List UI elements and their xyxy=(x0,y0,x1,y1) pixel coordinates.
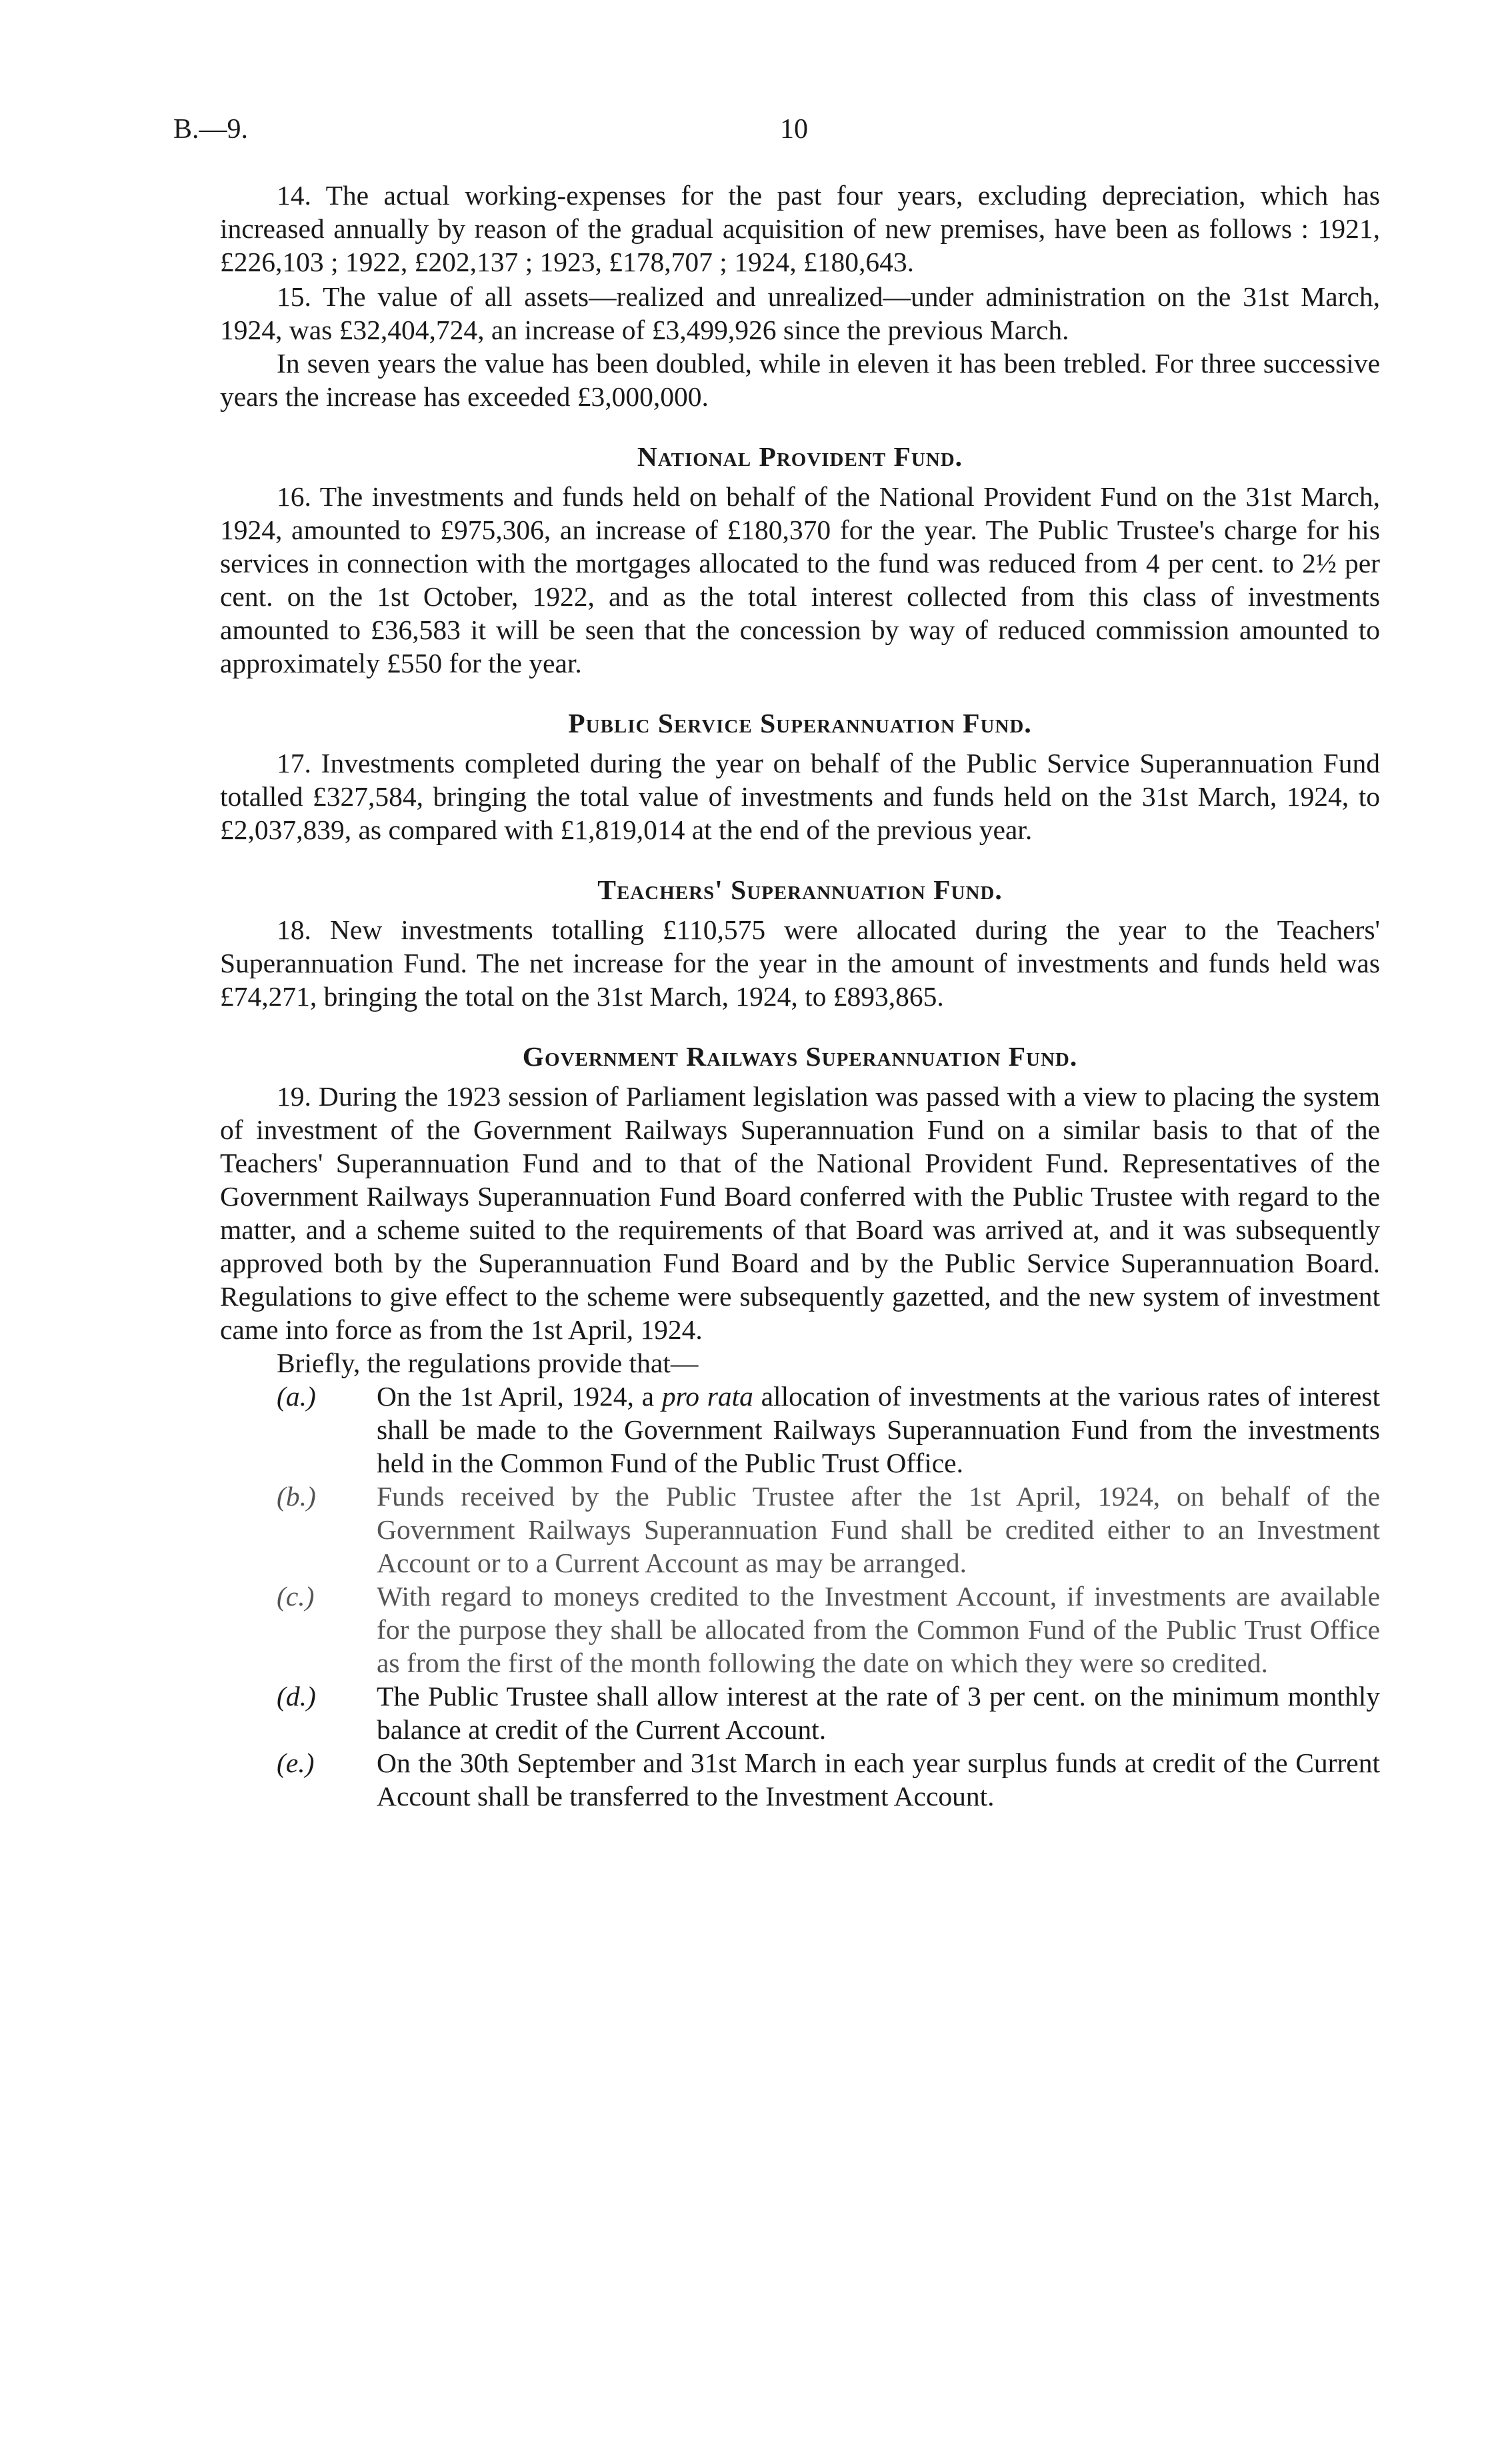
regulation-item-e xyxy=(220,1746,1380,1813)
paragraph-17: 17. Investments completed during the year on behalf of the Public Service Superannuation Fund totalled £327,584, bringing the total value of investments and funds held on the 31st March, 1924, to £2,037,839, as compared with £1,819,014 at the end of the previous year. xyxy=(220,748,1380,845)
regulation-item-d xyxy=(220,1680,1380,1746)
heading-teachers-superannuation-fund: Teachers' Superannuation Fund. xyxy=(597,874,1003,905)
regulation-text: On the 30th September and 31st March in each year surplus funds at credit of the Current Account shall be transferred to the Investment Account. xyxy=(377,1748,1380,1812)
regulation-text: With regard to moneys credited to the Investment Account, if investments are available for the purpose they shall be allocated from the Common Fund of the Public Trust Office as from the first of the month following the date on which they were so credited. xyxy=(377,1581,1380,1678)
paragraph-14: 14. The actual working-expenses for the past four years, excluding depreciation, which has increased annually by reason of the gradual acquisition of new premises, have been as follows : 1921, £226,103 ; 1922, £202,137 ; 1923, £178,707 ; 1924, £180,643. xyxy=(220,180,1380,277)
paragraph-19-intro: Briefly, the regulations provide that— xyxy=(277,1348,699,1378)
regulation-text-italic: pro rata xyxy=(661,1381,753,1412)
regulation-text: Funds received by the Public Trustee after the 1st April, 1924, on behalf of the Government Railways Superannuation Fund shall be credited either to an Investment Account or to a Current Account as may be arranged. xyxy=(377,1481,1380,1578)
page-body xyxy=(220,179,1380,1813)
paragraph-19: 19. During the 1923 session of Parliament legislation was passed with a view to placing the system of investment of the Government Railways Superannuation Fund on a similar basis to that of the Teachers' Superannuation Fund and to that of the National Provident Fund. Representatives of the Government Railways Superannuation Fund Board conferred with the Public Trustee with regard to the matter, and a scheme suited to the requirements of that Board was arrived at, and it was subsequently approved both by the Superannuation Fund Board and by the Public Service Superannuation Board. Regulations to give effect to the scheme were subsequently gazetted, and the new system of investment came into force as from the 1st April, 1924. xyxy=(220,1081,1380,1345)
regulation-item-b xyxy=(220,1480,1380,1580)
page-number: 10 xyxy=(780,114,808,145)
regulation-text-part: On the 1st April, 1924, a xyxy=(377,1381,662,1412)
regulation-text-part: allocation of investments at the various rates of interest shall be made to the Government Railways Superannuation Fund from the investments held in the Common Fund of the Public Trust Office. xyxy=(377,1381,1380,1478)
paragraph-18: 18. New investments totalling £110,575 were allocated during the year to the Teachers' Superannuation Fund. The net increase for the year in the amount of investments and funds held was £74,271, bringing the total on the 31st March, 1924, to £893,865. xyxy=(220,914,1380,1012)
regulation-label: (e.) xyxy=(277,1748,315,1778)
regulation-label: (a.) xyxy=(277,1381,316,1412)
regulation-item-c xyxy=(220,1580,1380,1680)
page-header xyxy=(173,113,1393,153)
heading-public-service-superannuation-fund: Public Service Superannuation Fund. xyxy=(568,708,1032,738)
regulations-list xyxy=(220,1380,1380,1813)
heading-national-provident-fund: National Provident Fund. xyxy=(637,441,963,472)
regulation-label: (c.) xyxy=(277,1581,315,1612)
regulation-text: The Public Trustee shall allow interest at the rate of 3 per cent. on the minimum monthly balance at credit of the Current Account. xyxy=(377,1681,1380,1745)
document-reference: B.—9. xyxy=(173,114,249,145)
heading-government-railways-superannuation-fund: Government Railways Superannuation Fund. xyxy=(522,1041,1078,1072)
regulation-label: (d.) xyxy=(277,1681,316,1712)
paragraph-16: 16. The investments and funds held on behalf of the National Provident Fund on the 31st March, 1924, amounted to £975,306, an increase of £180,370 for the year. The Public Trustee's charge for his services in connection with the mortgages allocated to the fund was reduced from 4 per cent. to 2½ per cent. on the 1st October, 1922, and as the total interest collected from this class of investments amounted to £36,583 it will be seen that the concession by way of reduced commission amounted to approximately £550 for the year. xyxy=(220,481,1380,678)
regulation-label: (b.) xyxy=(277,1481,316,1512)
paragraph-15: 15. The value of all assets—realized and unrealized—under administration on the 31st March, 1924, was £32,404,724, an increase of £3,499,926 since the previous March. xyxy=(220,281,1380,345)
regulation-item-a xyxy=(220,1380,1380,1480)
paragraph-15-continued: In seven years the value has been doubled, while in eleven it has been trebled. For three successive years the increase has exceeded £3,000,000. xyxy=(220,348,1380,412)
regulation-text xyxy=(377,1380,1380,1480)
